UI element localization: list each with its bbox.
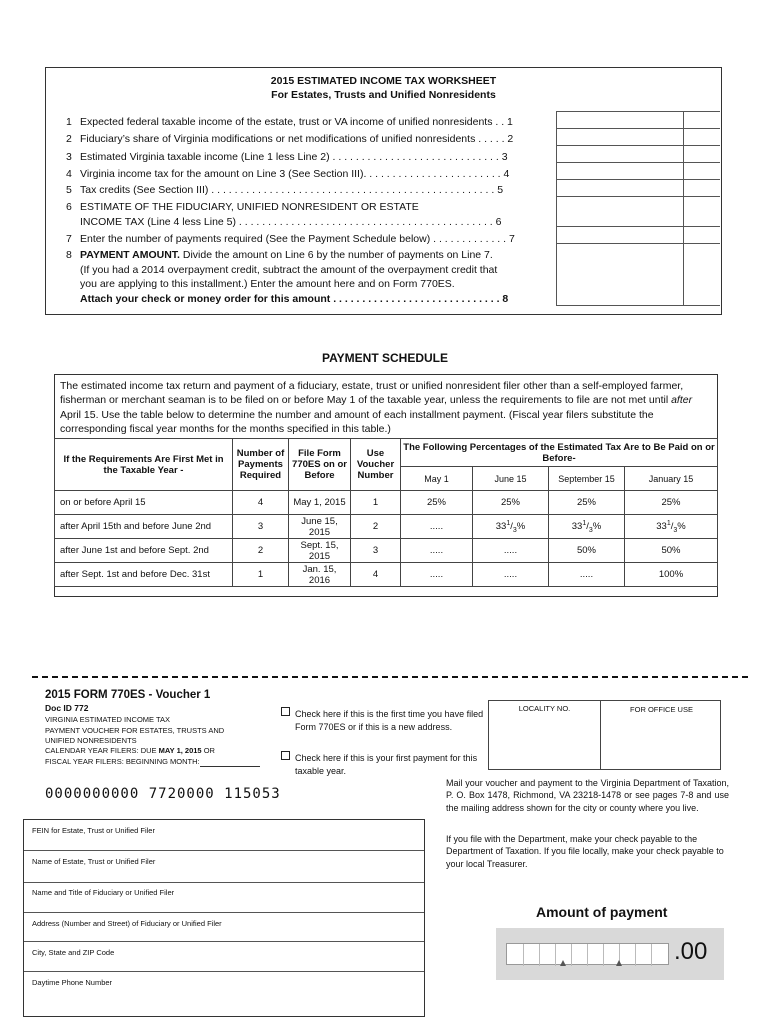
fraction-den: 3 xyxy=(673,526,678,534)
amount-input[interactable] xyxy=(506,943,669,965)
calendar-year-due xyxy=(45,746,215,756)
percent-cell: ..... xyxy=(401,563,473,587)
field-label: Name of Estate, Trust or Unified Filer xyxy=(32,857,156,866)
table-row xyxy=(55,539,718,563)
voucher-title: 2015 FORM 770ES - Voucher 1 xyxy=(45,689,211,701)
amount-field-line-3[interactable] xyxy=(556,146,720,163)
scan-line: 0000000000 7720000 115053 xyxy=(45,786,281,802)
percent-cell: 100% xyxy=(625,563,718,587)
payments-cell: 4 xyxy=(233,491,289,515)
address-field[interactable] xyxy=(24,913,424,942)
line-number: 7 xyxy=(66,233,72,245)
table-row xyxy=(55,515,718,539)
percent-whole: 33 xyxy=(656,521,667,532)
estate-name-field[interactable] xyxy=(24,851,424,883)
payments-cell: 3 xyxy=(233,515,289,539)
digit-divider xyxy=(555,944,556,966)
voucher-description: VIRGINIA ESTIMATED INCOME TAX xyxy=(45,715,171,724)
line-text: Divide the amount on Line 6 by the number of payments on Line 7. xyxy=(179,249,493,261)
voucher-description: PAYMENT VOUCHER FOR ESTATES, TRUSTS AND xyxy=(45,726,225,735)
amount-field-line-7[interactable] xyxy=(556,227,720,244)
worksheet-line-2 xyxy=(66,132,551,147)
worksheet-subtitle: For Estates, Trusts and Unified Nonresidents xyxy=(271,89,496,101)
line-text-continued: Attach your check or money order for this amount . . . . . . . . . . . . . . . . . . . . . . . . . . . . . 8 xyxy=(80,292,509,305)
digit-divider xyxy=(523,944,524,966)
date-cell: June 15, 2015 xyxy=(289,515,351,539)
percent-cell: $33^1/_3\%$ xyxy=(549,515,625,539)
amount-field-line-8[interactable] xyxy=(556,244,720,306)
payments-cell: 2 xyxy=(233,539,289,563)
field-label: Address (Number and Street) of Fiduciary or Unified Filer xyxy=(32,919,222,928)
voucher-cell: 2 xyxy=(351,515,401,539)
intro-text: April 15. Use the table below to determine the number and amount of each installment payment. (Fiscal year filers substitute the corresponding fiscal year months for the months specified in this table.) xyxy=(60,408,654,435)
header-month: June 15 xyxy=(473,467,549,491)
phone-field[interactable] xyxy=(24,972,424,1016)
digit-divider xyxy=(635,944,636,966)
field-label: Daytime Phone Number xyxy=(32,978,113,987)
amount-field-line-6[interactable] xyxy=(556,197,720,227)
amount-field-line-2[interactable] xyxy=(556,129,720,146)
percent-whole: 33 xyxy=(495,521,507,532)
percent-cell: ..... xyxy=(549,563,625,587)
line-number: 5 xyxy=(66,184,72,196)
first-payment-check-row xyxy=(281,750,481,778)
line-number: 1 xyxy=(66,116,72,128)
payment-instructions: If you file with the Department, make your check payable to the Department of Taxation. If you file locally, make your check payable to your local Treasurer. xyxy=(446,834,724,869)
fiscal-label: FISCAL YEAR FILERS: BEGINNING MONTH: xyxy=(45,757,200,766)
percent-sign: % xyxy=(677,521,686,532)
amount-field-line-4[interactable] xyxy=(556,163,720,180)
locality-label: LOCALITY NO. xyxy=(518,704,571,713)
payment-schedule-title: PAYMENT SCHEDULE xyxy=(321,351,449,365)
header-requirements: If the Requirements Are First Met in the Taxable Year - xyxy=(55,439,233,491)
mailing-instructions: Mail your voucher and payment to the Virginia Department of Taxation, P. O. Box 1478, Richmond, VA 23218-1478 or see pages 7-8 and use the mailing address shown for the city or county where you live. xyxy=(446,778,729,813)
percent-sign: % xyxy=(516,521,526,532)
digit-divider xyxy=(539,944,540,966)
digit-divider xyxy=(571,944,572,966)
header-month: January 15 xyxy=(625,467,718,491)
worksheet-line-4 xyxy=(66,167,551,182)
fiscal-year-line xyxy=(45,757,260,767)
line-number: 3 xyxy=(66,151,72,163)
worksheet-line-5 xyxy=(66,183,551,198)
payment-schedule-intro xyxy=(60,379,715,436)
percent-cell: $33^1/_3\%$ xyxy=(473,515,549,539)
worksheet-line-6 xyxy=(66,200,551,229)
city-state-zip-field[interactable] xyxy=(24,942,424,972)
period-cell: on or before April 15 xyxy=(55,491,233,515)
office-use-box xyxy=(488,700,721,770)
fiscal-month-input[interactable] xyxy=(200,759,260,767)
amount-cents: .00 xyxy=(674,938,708,965)
period-cell: after Sept. 1st and before Dec. 31st xyxy=(55,563,233,587)
percent-cell: $33^1/_3\%$ xyxy=(625,515,718,539)
amount-field-line-5[interactable] xyxy=(556,180,720,197)
line-number: 8 xyxy=(66,249,72,261)
cut-line xyxy=(32,676,748,678)
digit-divider xyxy=(587,944,588,966)
amount-of-payment-title: Amount of payment xyxy=(536,904,668,920)
field-label: City, State and ZIP Code xyxy=(32,948,115,957)
digit-divider xyxy=(651,944,652,966)
filer-info-box xyxy=(23,819,425,1017)
first-time-checkbox[interactable] xyxy=(281,707,290,716)
date-cell: Jan. 15, 2016 xyxy=(289,563,351,587)
line-text: Fiduciary’s share of Virginia modifications or net modifications of unified nonresidents . . . . . 2 xyxy=(80,133,514,145)
header-month: May 1 xyxy=(401,467,473,491)
line-text: ESTIMATE OF THE FIDUCIARY, UNIFIED NONRESIDENT OR ESTATE xyxy=(80,201,419,213)
cal-text: CALENDAR YEAR FILERS: DUE xyxy=(45,746,159,755)
worksheet-line-8 xyxy=(66,248,551,306)
cal-text: OR xyxy=(201,746,215,755)
worksheet-line-1 xyxy=(66,115,551,130)
percent-cell: 25% xyxy=(549,491,625,515)
worksheet-title xyxy=(46,74,721,102)
header-payments: Number of Payments Required xyxy=(233,439,289,491)
line-text-continued: INCOME TAX (Line 4 less Line 5) . . . . . . . . . . . . . . . . . . . . . . . . . . . . . . . . . . . . . . . . . . . . 6 xyxy=(80,215,502,228)
fraction-den: 3 xyxy=(588,526,593,534)
line-text-continued: (If you had a 2014 overpayment credit, subtract the amount of the overpayment credit that xyxy=(80,263,498,276)
estimated-tax-worksheet xyxy=(45,67,722,315)
percent-cell: ..... xyxy=(401,539,473,563)
line-text: Estimated Virginia taxable income (Line 1 less Line 2) . . . . . . . . . . . . . . . . . . . . . . . . . . . . . 3 xyxy=(80,151,508,163)
first-payment-checkbox[interactable] xyxy=(281,751,290,760)
first-payment-check-label: Check here if this is your first payment for this taxable year. xyxy=(295,753,478,776)
line-text: Tax credits (See Section III) . . . . . . . . . . . . . . . . . . . . . . . . . . . . . . . . . . . . . . . . . . . . . . . . . 5 xyxy=(80,184,504,196)
payment-amount-label: PAYMENT AMOUNT. xyxy=(80,249,180,261)
voucher-cell: 3 xyxy=(351,539,401,563)
first-time-check-label: Check here if this is the first time you have filed Form 770ES or if this is a new address. xyxy=(295,709,484,732)
percent-cell: 25% xyxy=(625,491,718,515)
voucher-cell: 4 xyxy=(351,563,401,587)
fraction-num: 1 xyxy=(506,519,511,527)
intro-text: The estimated income tax return and payment of a fiduciary, estate, trust or unified nonresident filer other than a self-employed farmer, fisherman or merchant seaman is to be filed on or before May 1 of the taxable year, unless the requirements to file are not met until xyxy=(60,380,684,407)
fraction-num: 1 xyxy=(666,519,671,527)
header-month: September 15 xyxy=(549,467,625,491)
table-row xyxy=(55,491,718,515)
fraction-den: 3 xyxy=(512,526,517,534)
amount-field-line-1[interactable] xyxy=(556,112,720,129)
intro-emphasis: after xyxy=(671,394,693,407)
worksheet-amount-column xyxy=(556,111,720,306)
percent-cell: ..... xyxy=(473,539,549,563)
percent-cell: 50% xyxy=(549,539,625,563)
comma-marker-icon xyxy=(560,960,566,966)
date-cell: May 1, 2015 xyxy=(289,491,351,515)
line-text: Enter the number of payments required (See the Payment Schedule below) . . . . . . . . . . . . . 7 xyxy=(80,233,515,245)
voucher-description: UNIFIED NONRESIDENTS xyxy=(45,736,137,745)
percent-cell: ..... xyxy=(401,515,473,539)
worksheet-title-line: 2015 ESTIMATED INCOME TAX WORKSHEET xyxy=(270,75,497,87)
fraction-num: 1 xyxy=(582,519,587,527)
percent-sign: % xyxy=(592,521,602,532)
worksheet-line-3 xyxy=(66,150,551,165)
line-number: 4 xyxy=(66,168,72,180)
field-label: Name and Title of Fiduciary or Unified Filer xyxy=(32,888,175,897)
line-number: 2 xyxy=(66,133,72,145)
line-text: Expected federal taxable income of the estate, trust or VA income of unified nonresidents . . 1 xyxy=(80,116,513,128)
percent-cell: ..... xyxy=(473,563,549,587)
worksheet-line-7 xyxy=(66,232,551,247)
percent-whole: 33 xyxy=(571,521,583,532)
payment-schedule-box xyxy=(54,374,718,597)
period-cell: after June 1st and before Sept. 2nd xyxy=(55,539,233,563)
field-label: FEIN for Estate, Trust or Unified Filer xyxy=(32,826,155,835)
cal-due-date: MAY 1, 2015 xyxy=(158,746,202,755)
table-row xyxy=(55,563,718,587)
payment-schedule-table xyxy=(54,438,718,587)
digit-divider xyxy=(603,944,604,966)
period-cell: after April 15th and before June 2nd xyxy=(55,515,233,539)
percent-cell: 25% xyxy=(401,491,473,515)
date-cell: Sept. 15, 2015 xyxy=(289,539,351,563)
fein-field[interactable] xyxy=(24,820,424,851)
percent-cell: 50% xyxy=(625,539,718,563)
comma-marker-icon xyxy=(616,960,622,966)
amount-of-payment-box xyxy=(496,928,724,980)
voucher-doc-id: Doc ID 772 xyxy=(45,703,89,713)
header-file-form: File Form 770ES on or Before xyxy=(289,439,351,491)
fiduciary-name-field[interactable] xyxy=(24,883,424,913)
line-text-continued: you are applying to this installment.) Enter the amount here and on Form 770ES. xyxy=(80,278,455,290)
voucher-cell: 1 xyxy=(351,491,401,515)
line-number: 6 xyxy=(66,201,72,213)
office-use-label: FOR OFFICE USE xyxy=(630,705,693,714)
line-text: Virginia income tax for the amount on Line 3 (See Section III). . . . . . . . . . . . . . . . . . . . . . . . 4 xyxy=(80,168,510,180)
first-time-check-row xyxy=(281,706,484,746)
header-percentages: The Following Percentages of the Estimated Tax Are to Be Paid on or Before- xyxy=(401,439,718,467)
payments-cell: 1 xyxy=(233,563,289,587)
percent-cell: 25% xyxy=(473,491,549,515)
header-voucher: Use Voucher Number xyxy=(351,439,401,491)
